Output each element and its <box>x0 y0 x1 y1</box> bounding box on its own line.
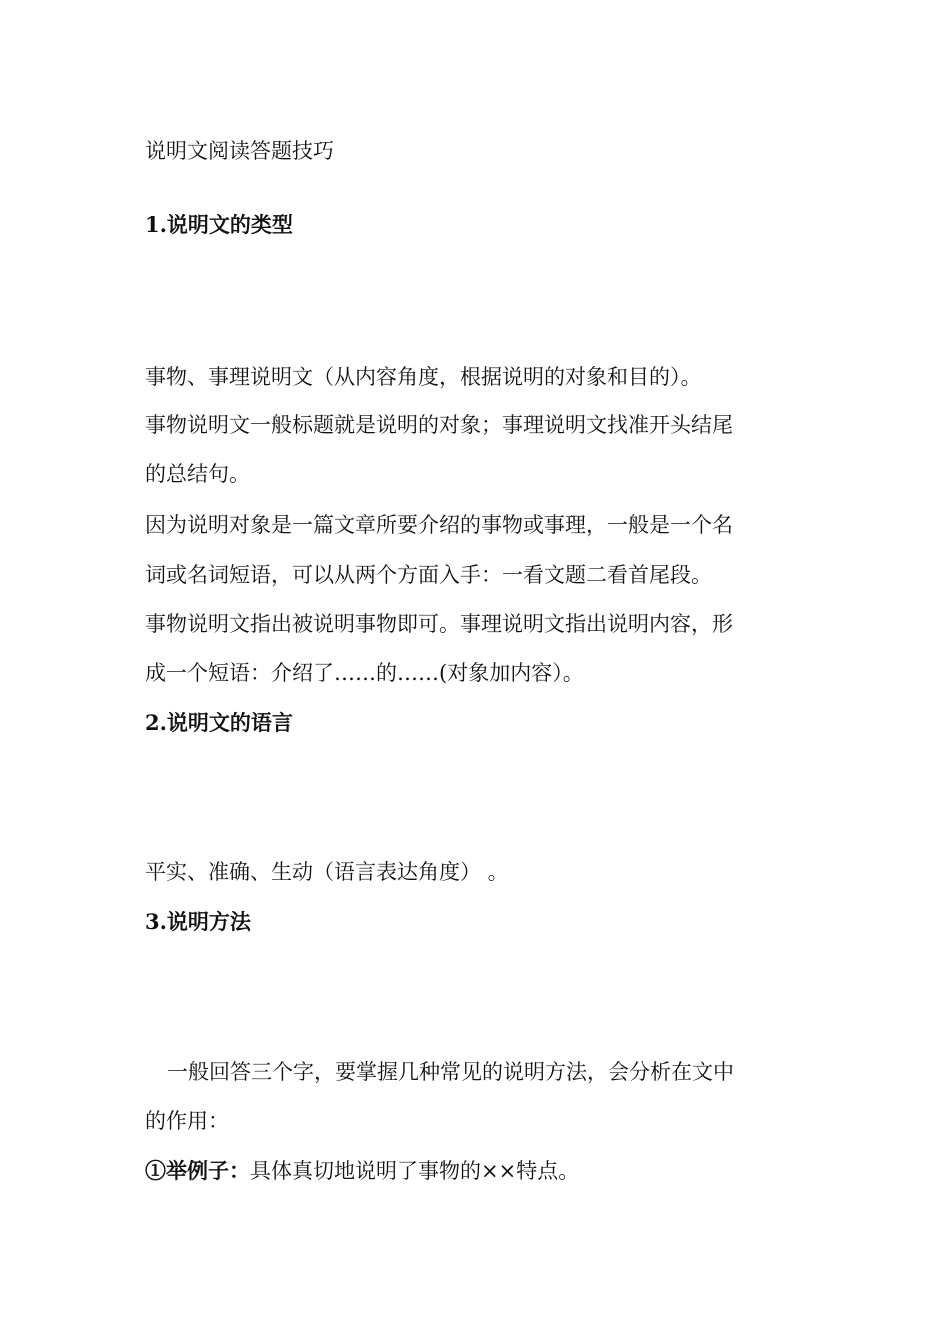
paragraph-types-title-line1: 事物说明文一般标题就是说明的对象；事理说明文找准开头结尾 <box>145 413 733 437</box>
paragraph-object-line1: 因为说明对象是一篇文章所要介绍的事物或事理，一般是一个名 <box>145 513 733 537</box>
list-item-example-label: ①举例子： <box>145 1158 250 1183</box>
document-title: 说明文阅读答题技巧 <box>145 139 334 163</box>
paragraph-answer-line2: 成一个短语：介绍了……的……(对象加内容）。 <box>145 661 584 685</box>
section-heading-types: 1.说明文的类型 <box>145 212 293 237</box>
paragraph-types-title-line2: 的总结句。 <box>145 462 250 486</box>
paragraph-answer-line1: 事物说明文指出被说明事物即可。事理说明文指出说明内容，形 <box>145 612 733 636</box>
paragraph-types-definition: 事物、事理说明文（从内容角度，根据说明的对象和目的）。 <box>145 365 702 389</box>
list-item-example-text: 具体真切地说明了事物的××特点。 <box>250 1159 580 1183</box>
section-heading-methods: 3.说明方法 <box>145 909 251 934</box>
paragraph-language: 平实、准确、生动（语言表达角度） 。 <box>145 860 509 884</box>
section-heading-language: 2.说明文的语言 <box>145 710 293 735</box>
paragraph-methods-line1: 一般回答三个字，要掌握几种常见的说明方法，会分析在文中 <box>167 1060 734 1084</box>
paragraph-methods-line2: 的作用： <box>145 1109 229 1133</box>
paragraph-object-line2: 词或名词短语，可以从两个方面入手：一看文题二看首尾段。 <box>145 563 712 587</box>
list-item-example <box>145 1156 579 1186</box>
